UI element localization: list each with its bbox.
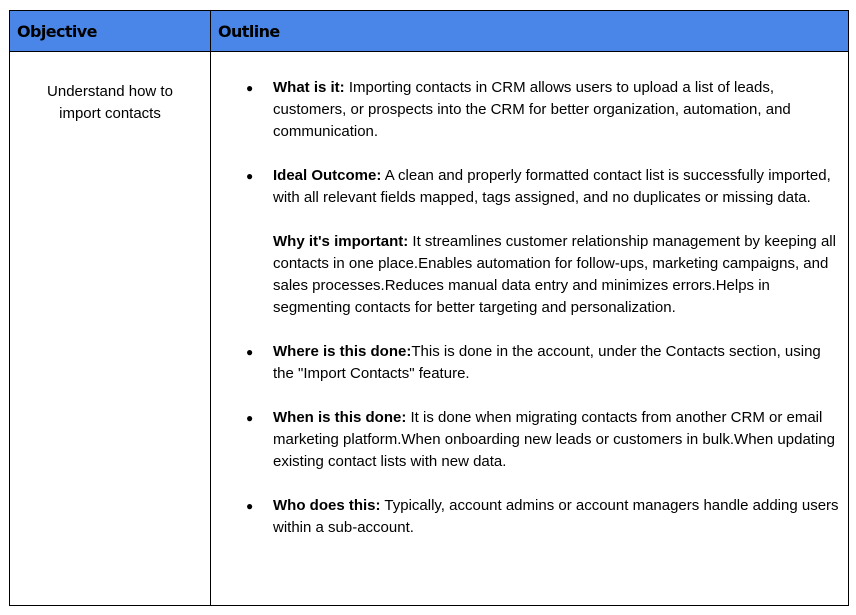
outline-text: Typically, account admins or account managers handle adding users within a sub-account. (273, 497, 839, 536)
outline-item-what-is-it (211, 77, 840, 143)
objective-cell (10, 52, 211, 605)
bullet-icon: ● (246, 81, 254, 95)
objective-outline-table (9, 10, 849, 606)
outline-item-ideal-outcome (211, 165, 840, 319)
outline-text: A clean and properly formatted contact list is successfully imported, with all relevant fields mapped, tags assigned, and no duplicates or missing data. (273, 167, 831, 206)
outline-label: When is this done: (273, 409, 407, 426)
outline-label: Why it's important: (273, 233, 409, 250)
bullet-icon: ● (246, 411, 254, 425)
bullet-icon: ● (246, 345, 254, 359)
outline-label: Ideal Outcome: (273, 167, 382, 184)
outline-text: This is done in the account, under the Contacts section, using the "Import Contacts" feature. (273, 343, 821, 382)
outline-paragraph (273, 341, 840, 385)
outline-paragraph (273, 495, 840, 539)
outline-cell (211, 52, 848, 605)
outline-label: Where is this done: (273, 343, 412, 360)
objective-text-line: import contacts (59, 105, 161, 122)
outline-item-when (211, 407, 840, 473)
outline-label: Who does this: (273, 497, 381, 514)
outline-text: It streamlines customer relationship management by keeping all contacts in one place.Enables automation for follow-ups, marketing campaigns, and sales processes.Reduces manual data entry and minimizes errors.Helps in segmenting contacts for better targeting and personalization. (273, 233, 836, 316)
bullet-icon: ● (246, 169, 254, 183)
bullet-icon: ● (246, 499, 254, 513)
outline-item-where (211, 341, 840, 385)
outline-text: Importing contacts in CRM allows users to upload a list of leads, customers, or prospects into the CRM for better organization, automation, and communication. (273, 79, 791, 140)
outline-paragraph (273, 165, 840, 209)
outline-paragraph (273, 407, 840, 473)
outline-paragraph (273, 77, 840, 143)
outline-label: What is it: (273, 79, 345, 96)
outline-paragraph (273, 231, 840, 319)
objective-header: Objective (10, 11, 211, 52)
outline-item-who (211, 495, 840, 539)
outline-text: It is done when migrating contacts from another CRM or email marketing platform.When onboarding new leads or customers in bulk.When updating existing contact lists with new data. (273, 409, 835, 470)
objective-text-line: Understand how to (47, 83, 173, 100)
outline-header: Outline (211, 11, 848, 52)
